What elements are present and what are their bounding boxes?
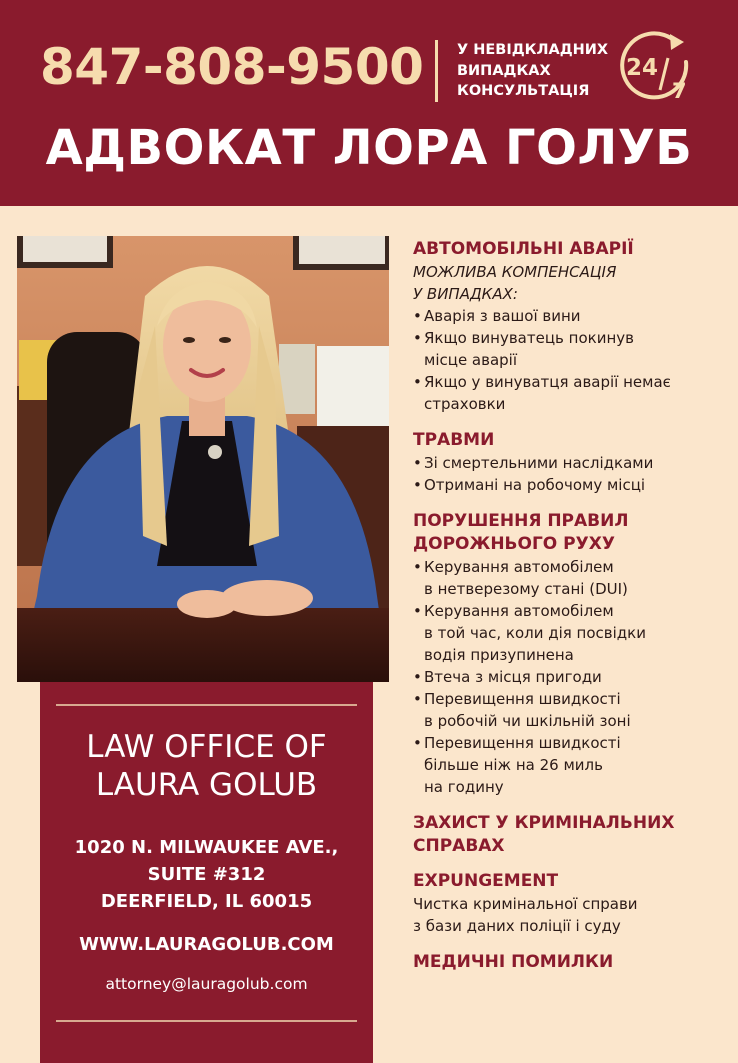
list-item-text: в робочій чи шкільній зоні: [424, 712, 631, 730]
list-item-text: • Втеча з місця пригоди: [424, 668, 602, 686]
list-item: [413, 666, 731, 688]
email-link[interactable]: attorney@lauragolub.com: [105, 975, 308, 993]
urgent-line: КОНСУЛЬТАЦІЯ: [457, 83, 590, 99]
expungement-desc: Чистка кримінальної справи: [413, 895, 638, 913]
address-line: DEERFIELD, IL 60015: [100, 891, 313, 912]
list-item-text: більше ніж на 26 миль: [424, 756, 603, 774]
office-title: [40, 728, 373, 804]
list-item-text: страховки: [424, 395, 506, 413]
list-item-text: водія призупинена: [424, 646, 574, 664]
auto-subtitle: МОЖЛИВА КОМПЕНСАЦІЯ: [413, 263, 617, 281]
header-banner: [0, 0, 738, 206]
badge-days: 7: [672, 79, 687, 103]
list-item-text: • Перевищення швидкості: [424, 690, 621, 708]
list-item: [413, 600, 731, 666]
services-list: [413, 238, 731, 974]
section-title-auto: АВТОМОБІЛЬНІ АВАРІЇ: [413, 239, 634, 259]
badge-hours: 24: [626, 55, 659, 81]
divider-line: [56, 704, 357, 706]
list-item: [413, 327, 731, 371]
list-item-text: • Перевищення швидкості: [424, 734, 621, 752]
attorney-photo: [17, 236, 389, 682]
list-item: [413, 452, 731, 474]
list-item-text: • Аварія з вашої вини: [424, 307, 581, 325]
section-title-criminal: ЗАХИСТ У КРИМІНАЛЬНИХ: [413, 813, 675, 833]
urgent-line: ВИПАДКАХ: [457, 62, 551, 79]
list-item-text: місце аварії: [424, 351, 518, 369]
urgent-consultation-text: [457, 40, 608, 102]
auto-subtitle: У ВИПАДКАХ:: [413, 285, 518, 303]
section-title-expungement: EXPUNGEMENT: [413, 871, 559, 891]
office-address: [40, 834, 373, 915]
section-title-traffic: ДОРОЖНЬОГО РУХУ: [413, 534, 615, 554]
website-link[interactable]: WWW.LAURAGOLUB.COM: [79, 934, 334, 955]
list-item: [413, 688, 731, 732]
section-title-criminal: СПРАВАХ: [413, 836, 505, 856]
attorney-name: АДВОКАТ ЛОРА ГОЛУБ: [45, 120, 693, 176]
list-item: [413, 732, 731, 798]
list-item: [413, 556, 731, 600]
list-item: [413, 474, 731, 496]
phone-number[interactable]: 847-808-9500: [40, 38, 424, 96]
list-item-text: в той час, коли дія посвідки: [424, 624, 646, 642]
office-info-box: [40, 682, 373, 1063]
24-7-icon: [614, 28, 698, 110]
divider-line: [56, 1020, 357, 1022]
address-line: 1020 N. MILWAUKEE AVE.,: [74, 837, 339, 858]
list-item-text: • Якщо винуватець покинув: [424, 329, 634, 347]
section-title-medical: МЕДИЧНІ ПОМИЛКИ: [413, 952, 614, 972]
header-divider: [435, 40, 438, 102]
urgent-line: У НЕВІДКЛАДНИХ: [457, 42, 609, 58]
list-item-text: • Керування автомобілем: [424, 602, 614, 620]
list-item-text: • Отримані на робочому місці: [424, 476, 646, 494]
list-item-text: в нетверезому стані (DUI): [424, 580, 628, 598]
list-item-text: • Зі смертельними наслідками: [424, 454, 654, 472]
list-item: [413, 371, 731, 415]
list-item-text: на годину: [424, 778, 504, 796]
list-item-text: • Якщо у винуватця аварії немає: [424, 373, 671, 391]
expungement-desc: з бази даних поліції і суду: [413, 917, 621, 935]
address-line: SUITE #312: [147, 864, 266, 885]
section-title-traffic: ПОРУШЕННЯ ПРАВИЛ: [413, 511, 629, 531]
section-title-injury: ТРАВМИ: [413, 430, 495, 450]
office-title-line: LAW OFFICE OF: [86, 729, 327, 765]
list-item-text: • Керування автомобілем: [424, 558, 614, 576]
list-item: [413, 305, 731, 327]
office-title-line: LAURA GOLUB: [95, 767, 318, 803]
